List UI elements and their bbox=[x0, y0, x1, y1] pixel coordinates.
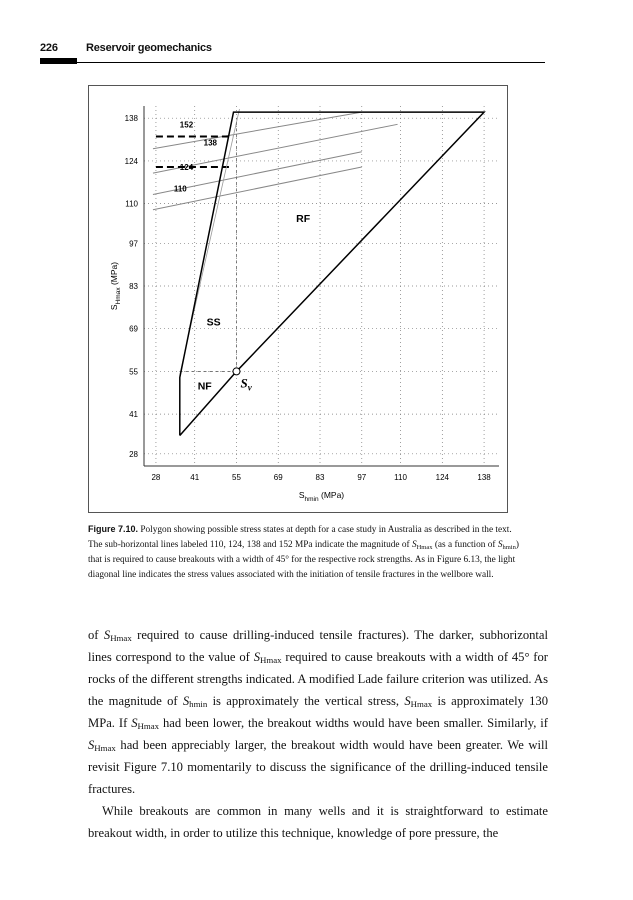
caption-text-2: (as a function of bbox=[434, 540, 496, 550]
x-axis-label-sub: hmin bbox=[304, 496, 319, 503]
caption-text-3: ) that is required to cause breakouts with a width of 45° for the respective rock strengths. As in Figure 6.13, the light diagonal line indicates the stress values associated with the initiation of tensile fractures in the wellbore wall. bbox=[88, 540, 519, 580]
x-axis-label-unit: (MPa) bbox=[318, 490, 345, 500]
x-tick-label: 83 bbox=[315, 473, 325, 482]
x-tick-label: 69 bbox=[273, 473, 283, 482]
sv-point-marker bbox=[233, 368, 240, 375]
symbol-sub-hmax: Hmax bbox=[410, 699, 433, 709]
symbol-s: S bbox=[182, 694, 190, 708]
sv-label bbox=[240, 375, 252, 392]
x-tick-label: 41 bbox=[190, 473, 200, 482]
symbol-sub-hmax: Hmax bbox=[110, 633, 132, 643]
x-tick-label: 28 bbox=[151, 473, 161, 482]
symbol-sub-hmax: Hmax bbox=[94, 743, 116, 753]
y-tick-label: 110 bbox=[125, 199, 138, 209]
strength-label-110: 110 bbox=[173, 184, 187, 194]
symbol-s: S bbox=[88, 738, 95, 752]
strength-label-152: 152 bbox=[179, 120, 194, 130]
x-tick-label: 55 bbox=[232, 473, 241, 482]
caption-label: Figure 7.10. bbox=[88, 524, 139, 534]
y-tick-label: 69 bbox=[129, 324, 138, 334]
y-axis-label-sub: Hmax bbox=[115, 287, 122, 305]
strength-label-124: 124 bbox=[179, 163, 194, 173]
page-number: 226 bbox=[40, 42, 58, 54]
y-tick-label: 138 bbox=[124, 114, 138, 124]
y-axis-label-main: S bbox=[109, 304, 119, 311]
caption-symbol-2-sub: hmin bbox=[502, 544, 516, 551]
symbol-s: S bbox=[404, 694, 411, 708]
stress-polygon-chart bbox=[89, 86, 507, 512]
p1-text-d: is approximately the vertical stress, bbox=[212, 694, 400, 708]
p1-text-g: had been appreciably larger, the breakout width would have been greater. We will revisit Figure 7.10 momentarily to discuss the significance of the drilling-induced tensile fractures. bbox=[88, 738, 548, 796]
sv-label-sub: v bbox=[247, 382, 252, 393]
p1-text-a: of bbox=[88, 628, 99, 642]
y-tick-label: 83 bbox=[129, 282, 138, 291]
y-tick-label: 28 bbox=[129, 449, 138, 459]
body-text bbox=[88, 624, 548, 844]
y-tick-label: 55 bbox=[129, 367, 138, 377]
x-tick-label: 97 bbox=[357, 473, 367, 482]
header-rule bbox=[40, 62, 545, 63]
running-title: Reservoir geomechanics bbox=[86, 42, 212, 54]
y-tick-label: 124 bbox=[124, 156, 138, 166]
y-axis-label bbox=[109, 262, 122, 310]
symbol-sub-hmin: hmin bbox=[189, 699, 208, 709]
paragraph-1 bbox=[88, 624, 548, 800]
caption-text-1: Polygon showing possible stress states at depth for a case study in Australia as described in the text. The sub-horizontal lines labeled 110, 124, 138 and 152 MPa indicate the magnitude of bbox=[88, 525, 512, 550]
p1-text-f: had been lower, the breakout widths would have been smaller. Similarly, if bbox=[162, 716, 548, 730]
x-axis-label bbox=[299, 490, 344, 503]
figure-frame bbox=[88, 85, 508, 513]
symbol-sub-hmax: Hmax bbox=[259, 655, 282, 665]
y-tick-label: 41 bbox=[129, 410, 138, 420]
symbol-s: S bbox=[103, 628, 111, 642]
x-tick-label: 138 bbox=[477, 473, 491, 482]
region-label-rf: RF bbox=[296, 212, 311, 225]
y-axis-label-unit: (MPa) bbox=[109, 261, 119, 288]
sv-label-main: S bbox=[240, 375, 248, 391]
y-tick-label: 97 bbox=[129, 239, 138, 249]
p1-text-e: is approximately 130 MPa. If bbox=[88, 694, 549, 730]
x-tick-label: 110 bbox=[394, 473, 407, 482]
stress-polygon bbox=[180, 112, 484, 435]
symbol-s: S bbox=[131, 716, 138, 730]
p1-text-c: required to cause breakouts with a width of 45° for rocks of the different strengths indicated. A modified Lade failure criterion was utilized. As the magnitude of bbox=[88, 650, 548, 708]
caption-symbol-1: S bbox=[411, 540, 417, 550]
figure-caption bbox=[88, 522, 520, 583]
region-label-ss: SS bbox=[206, 316, 221, 329]
caption-symbol-1-sub: Hmax bbox=[416, 544, 433, 551]
symbol-s: S bbox=[253, 650, 260, 664]
paragraph-2: While breakouts are common in many wells and it is straightforward to estimate breakout width, in order to utilize this technique, knowledge of pore pressure, the bbox=[88, 804, 548, 840]
header-block-marker bbox=[40, 58, 77, 64]
p1-text-b: required to cause drilling-induced tensile fractures). The darker, subhorizontal lines correspond to the value of bbox=[88, 628, 548, 664]
x-tick-label: 124 bbox=[435, 473, 449, 482]
region-label-nf: NF bbox=[197, 380, 212, 393]
x-axis-label-main: S bbox=[298, 490, 305, 500]
nf-ss-boundary bbox=[180, 371, 237, 377]
caption-symbol-2: S bbox=[497, 540, 503, 550]
symbol-sub-hmax: Hmax bbox=[137, 721, 160, 731]
strength-line-152 bbox=[153, 112, 362, 149]
strength-label-138: 138 bbox=[203, 138, 218, 148]
